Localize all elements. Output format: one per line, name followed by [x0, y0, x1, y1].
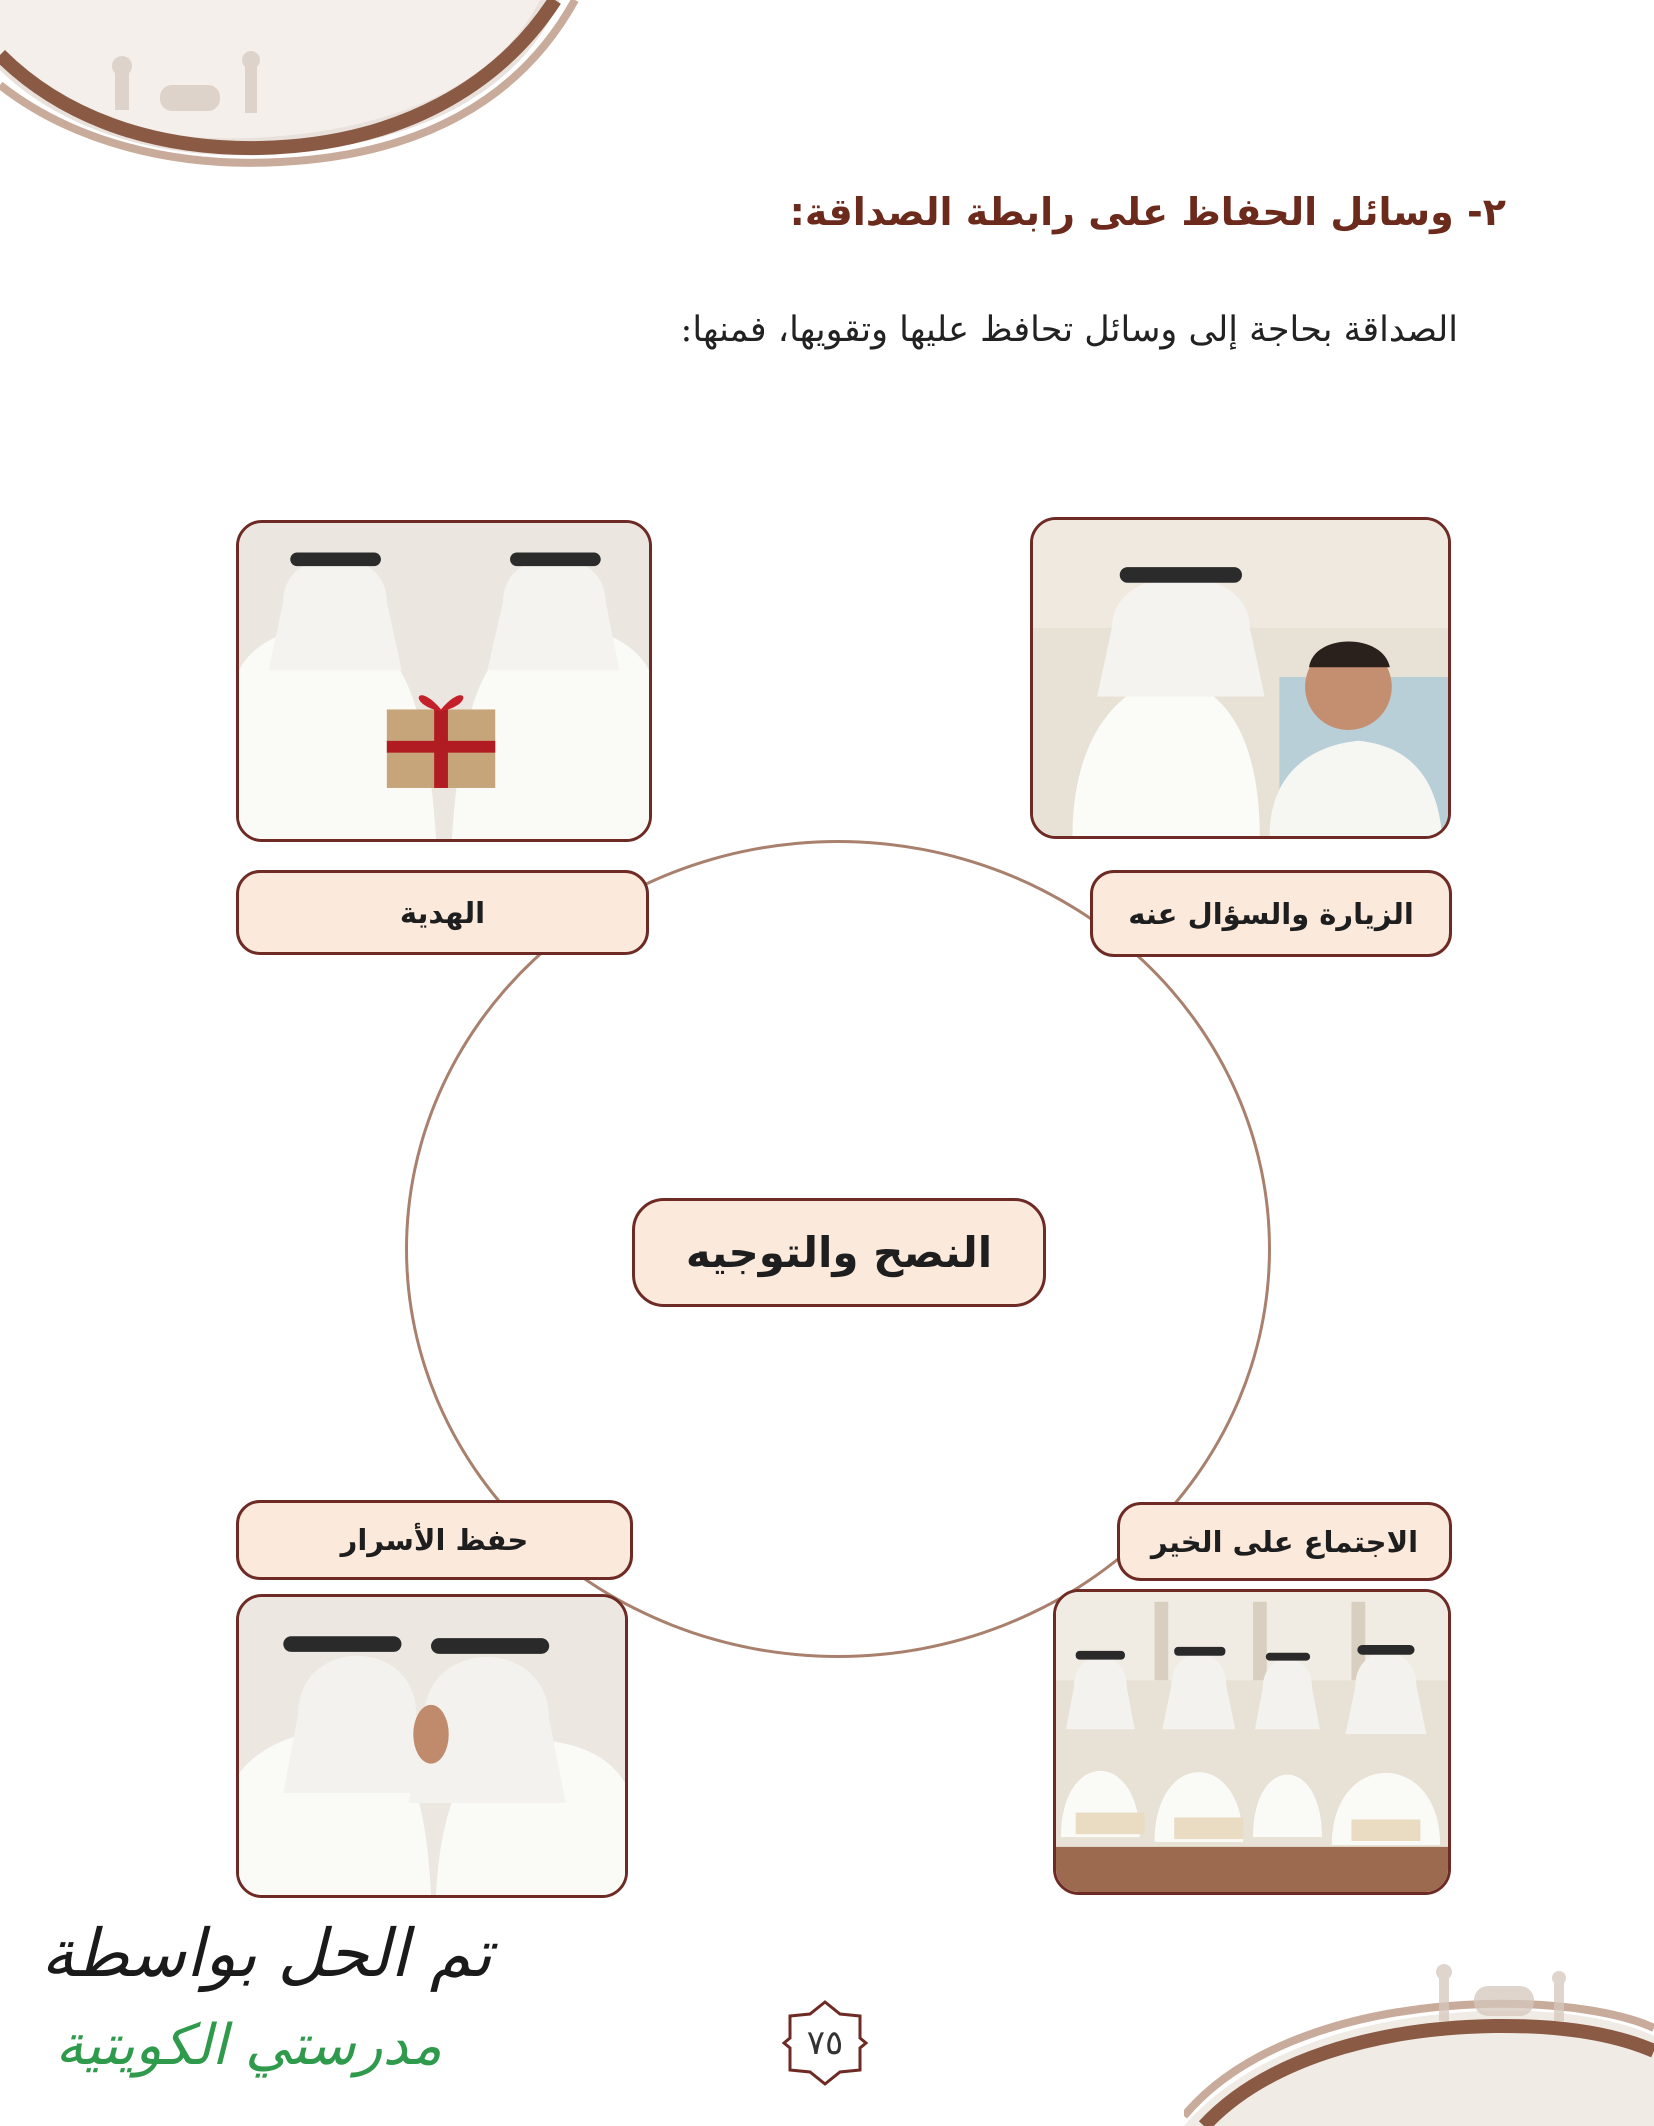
stamp-line-2: مدرستي الكويتية — [55, 2013, 442, 2078]
photo-group-quran-reading — [1053, 1589, 1451, 1895]
section-heading: ٢- وسائل الحفاظ على رابطة الصداقة: — [789, 190, 1506, 234]
stamp-line-1: تم الحل بواسطة — [41, 1915, 492, 1992]
label-keeping-secrets: حفظ الأسرار — [236, 1500, 633, 1580]
photo-whispering-secret — [236, 1594, 628, 1898]
label-visit: الزيارة والسؤال عنه — [1090, 870, 1452, 957]
label-center-advice: النصح والتوجيه — [632, 1198, 1046, 1307]
photo-gift-exchange — [236, 520, 652, 842]
solution-stamp — [12, 1915, 512, 2105]
label-gathering: الاجتماع على الخير — [1117, 1502, 1452, 1581]
page-number: ٧٥ — [806, 2023, 844, 2063]
page-number-badge — [780, 1998, 870, 2088]
decorative-corner-bottom — [1184, 1956, 1654, 2126]
label-gift: الهدية — [236, 870, 649, 955]
decorative-corner-top — [0, 0, 580, 170]
photo-hospital-visit — [1030, 517, 1451, 839]
intro-text: الصداقة بحاجة إلى وسائل تحافظ عليها وتقويها، فمنها: — [680, 310, 1458, 350]
